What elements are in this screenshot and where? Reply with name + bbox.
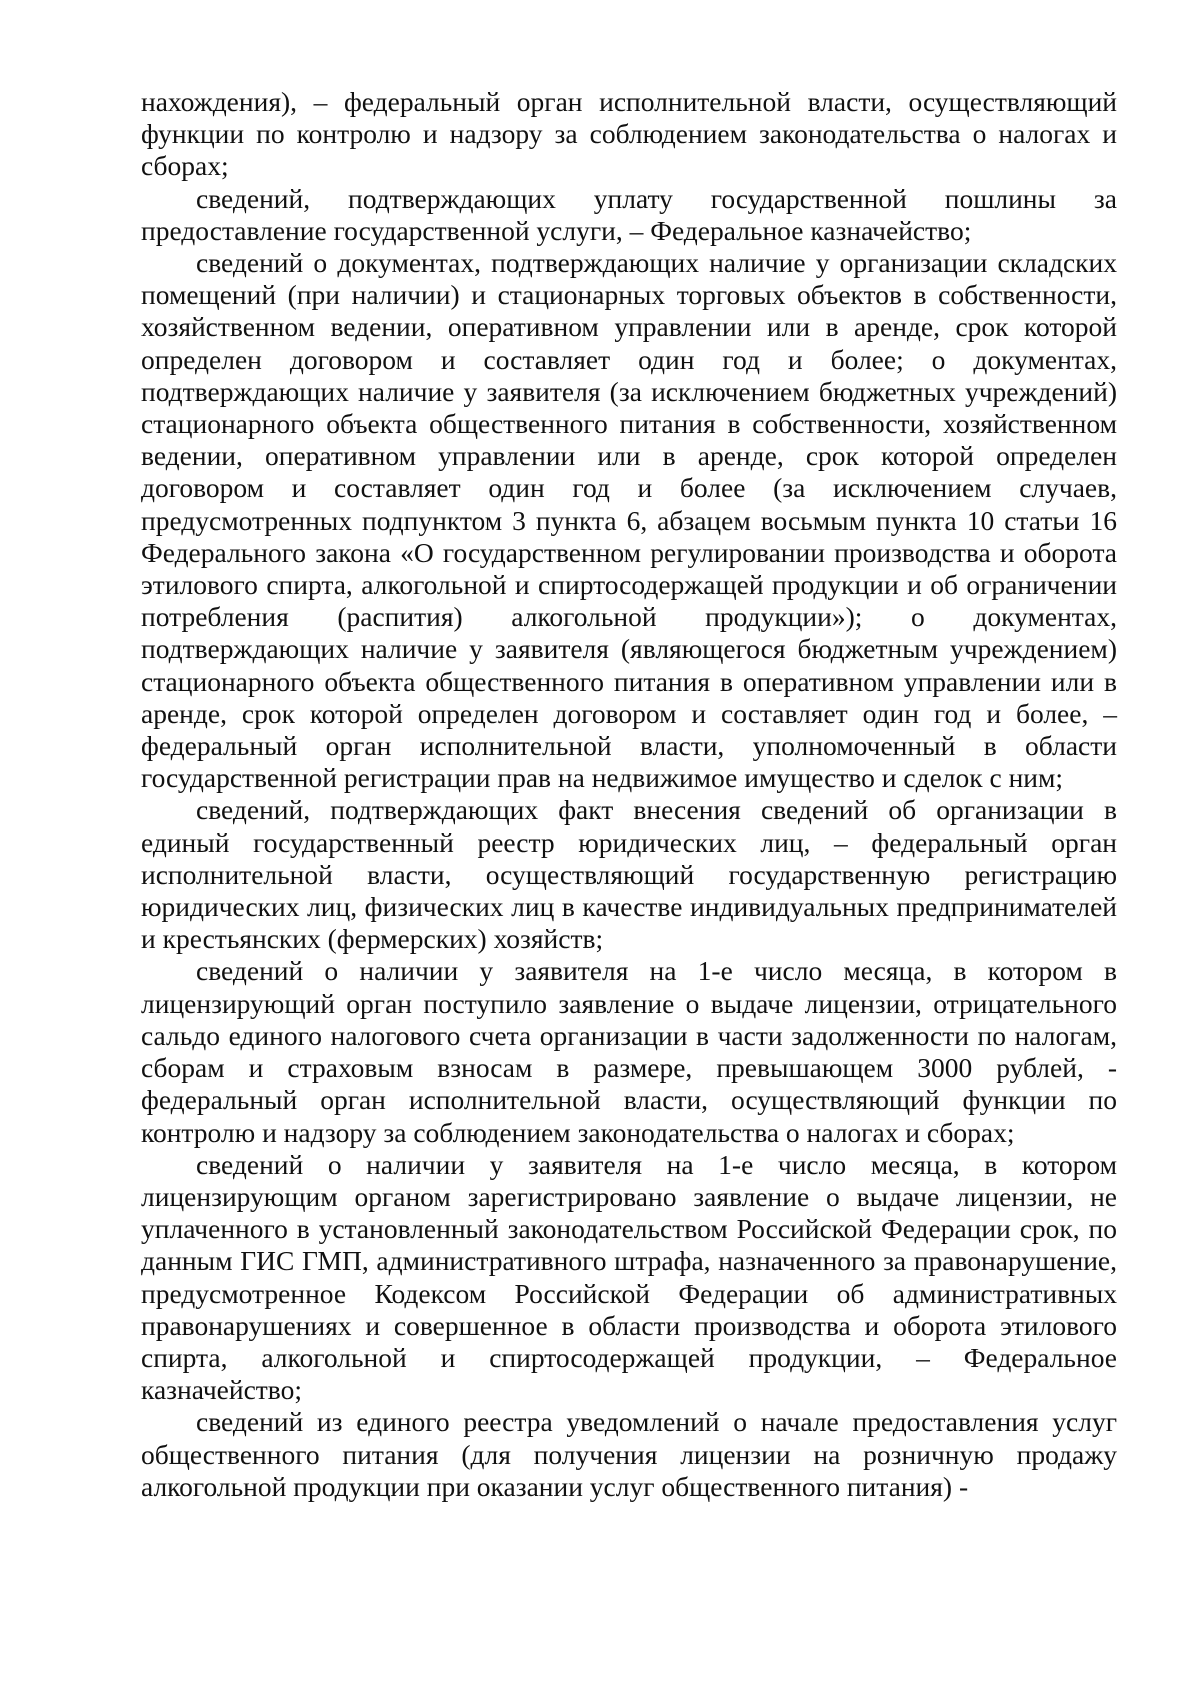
paragraph-tax-debt: сведений о наличии у заявителя на 1-е число месяца, в котором в лицензирующий орган поступило заявление о выдаче лицензии, отрицательного сальдо единого налогового счета организации в части задолженности по налогам, сборам и страховым взносам в размере, превышающем 3000 рублей, - федеральный орган исполнительной власти, осуществляющий функции по контролю и надзору за соблюдением законодательства о налогах и сборах;	[141, 955, 1117, 1148]
paragraph-catering-register: сведений из единого реестра уведомлений о начале предоставления услуг общественного питания (для получения лицензии на розничную продажу алкогольной продукции при оказании услуг общественного питания) -	[141, 1406, 1117, 1502]
paragraph-unpaid-fine: сведений о наличии у заявителя на 1-е число месяца, в котором лицензирующим органом зарегистрировано заявление о выдаче лицензии, не уплаченного в установленный законодательством Российской Федерации срок, по данным ГИС ГМП, административного штрафа, назначенного за правонарушение, предусмотренное Кодексом Российской Федерации об административных правонарушениях и совершенное в области производства и оборота этилового спирта, алкогольной и спиртосодержащей продукции, – Федеральное казначейство;	[141, 1148, 1117, 1406]
paragraph-state-fee: сведений, подтверждающих уплату государственной пошлины за предоставление государственной услуги, – Федеральное казначейство;	[141, 182, 1117, 246]
paragraph-legal-entities-register: сведений, подтверждающих факт внесения сведений об организации в единый государственный реестр юридических лиц, – федеральный орган исполнительной власти, осуществляющий государственную регистрацию юридических лиц, физических лиц в качестве индивидуальных предпринимателей и крестьянских (фермерских) хозяйств;	[141, 794, 1117, 955]
paragraph-continuation: нахождения), – федеральный орган исполнительной власти, осуществляющий функции по контролю и надзору за соблюдением законодательства о налогах и сборах;	[141, 86, 1117, 182]
document-body	[141, 86, 1117, 1503]
paragraph-premises-documents: сведений о документах, подтверждающих наличие у организации складских помещений (при наличии) и стационарных торговых объектов в собственности, хозяйственном ведении, оперативном управлении или в аренде, срок которой определен договором и составляет один год и более; о документах, подтверждающих наличие у заявителя (за исключением бюджетных учреждений) стационарного объекта общественного питания в собственности, хозяйственном ведении, оперативном управлении или в аренде, срок которой определен договором и составляет один год и более (за исключением случаев, предусмотренных подпунктом 3 пункта 6, абзацем восьмым пункта 10 статьи 16 Федерального закона «О государственном регулировании производства и оборота этилового спирта, алкогольной и спиртосодержащей продукции и об ограничении потребления (распития) алкогольной продукции»); о документах, подтверждающих наличие у заявителя (являющегося бюджетным учреждением) стационарного объекта общественного питания в оперативном управлении или в аренде, срок которой определен договором и составляет один год и более, – федеральный орган исполнительной власти, уполномоченный в области государственной регистрации прав на недвижимое имущество и сделок с ним;	[141, 247, 1117, 794]
